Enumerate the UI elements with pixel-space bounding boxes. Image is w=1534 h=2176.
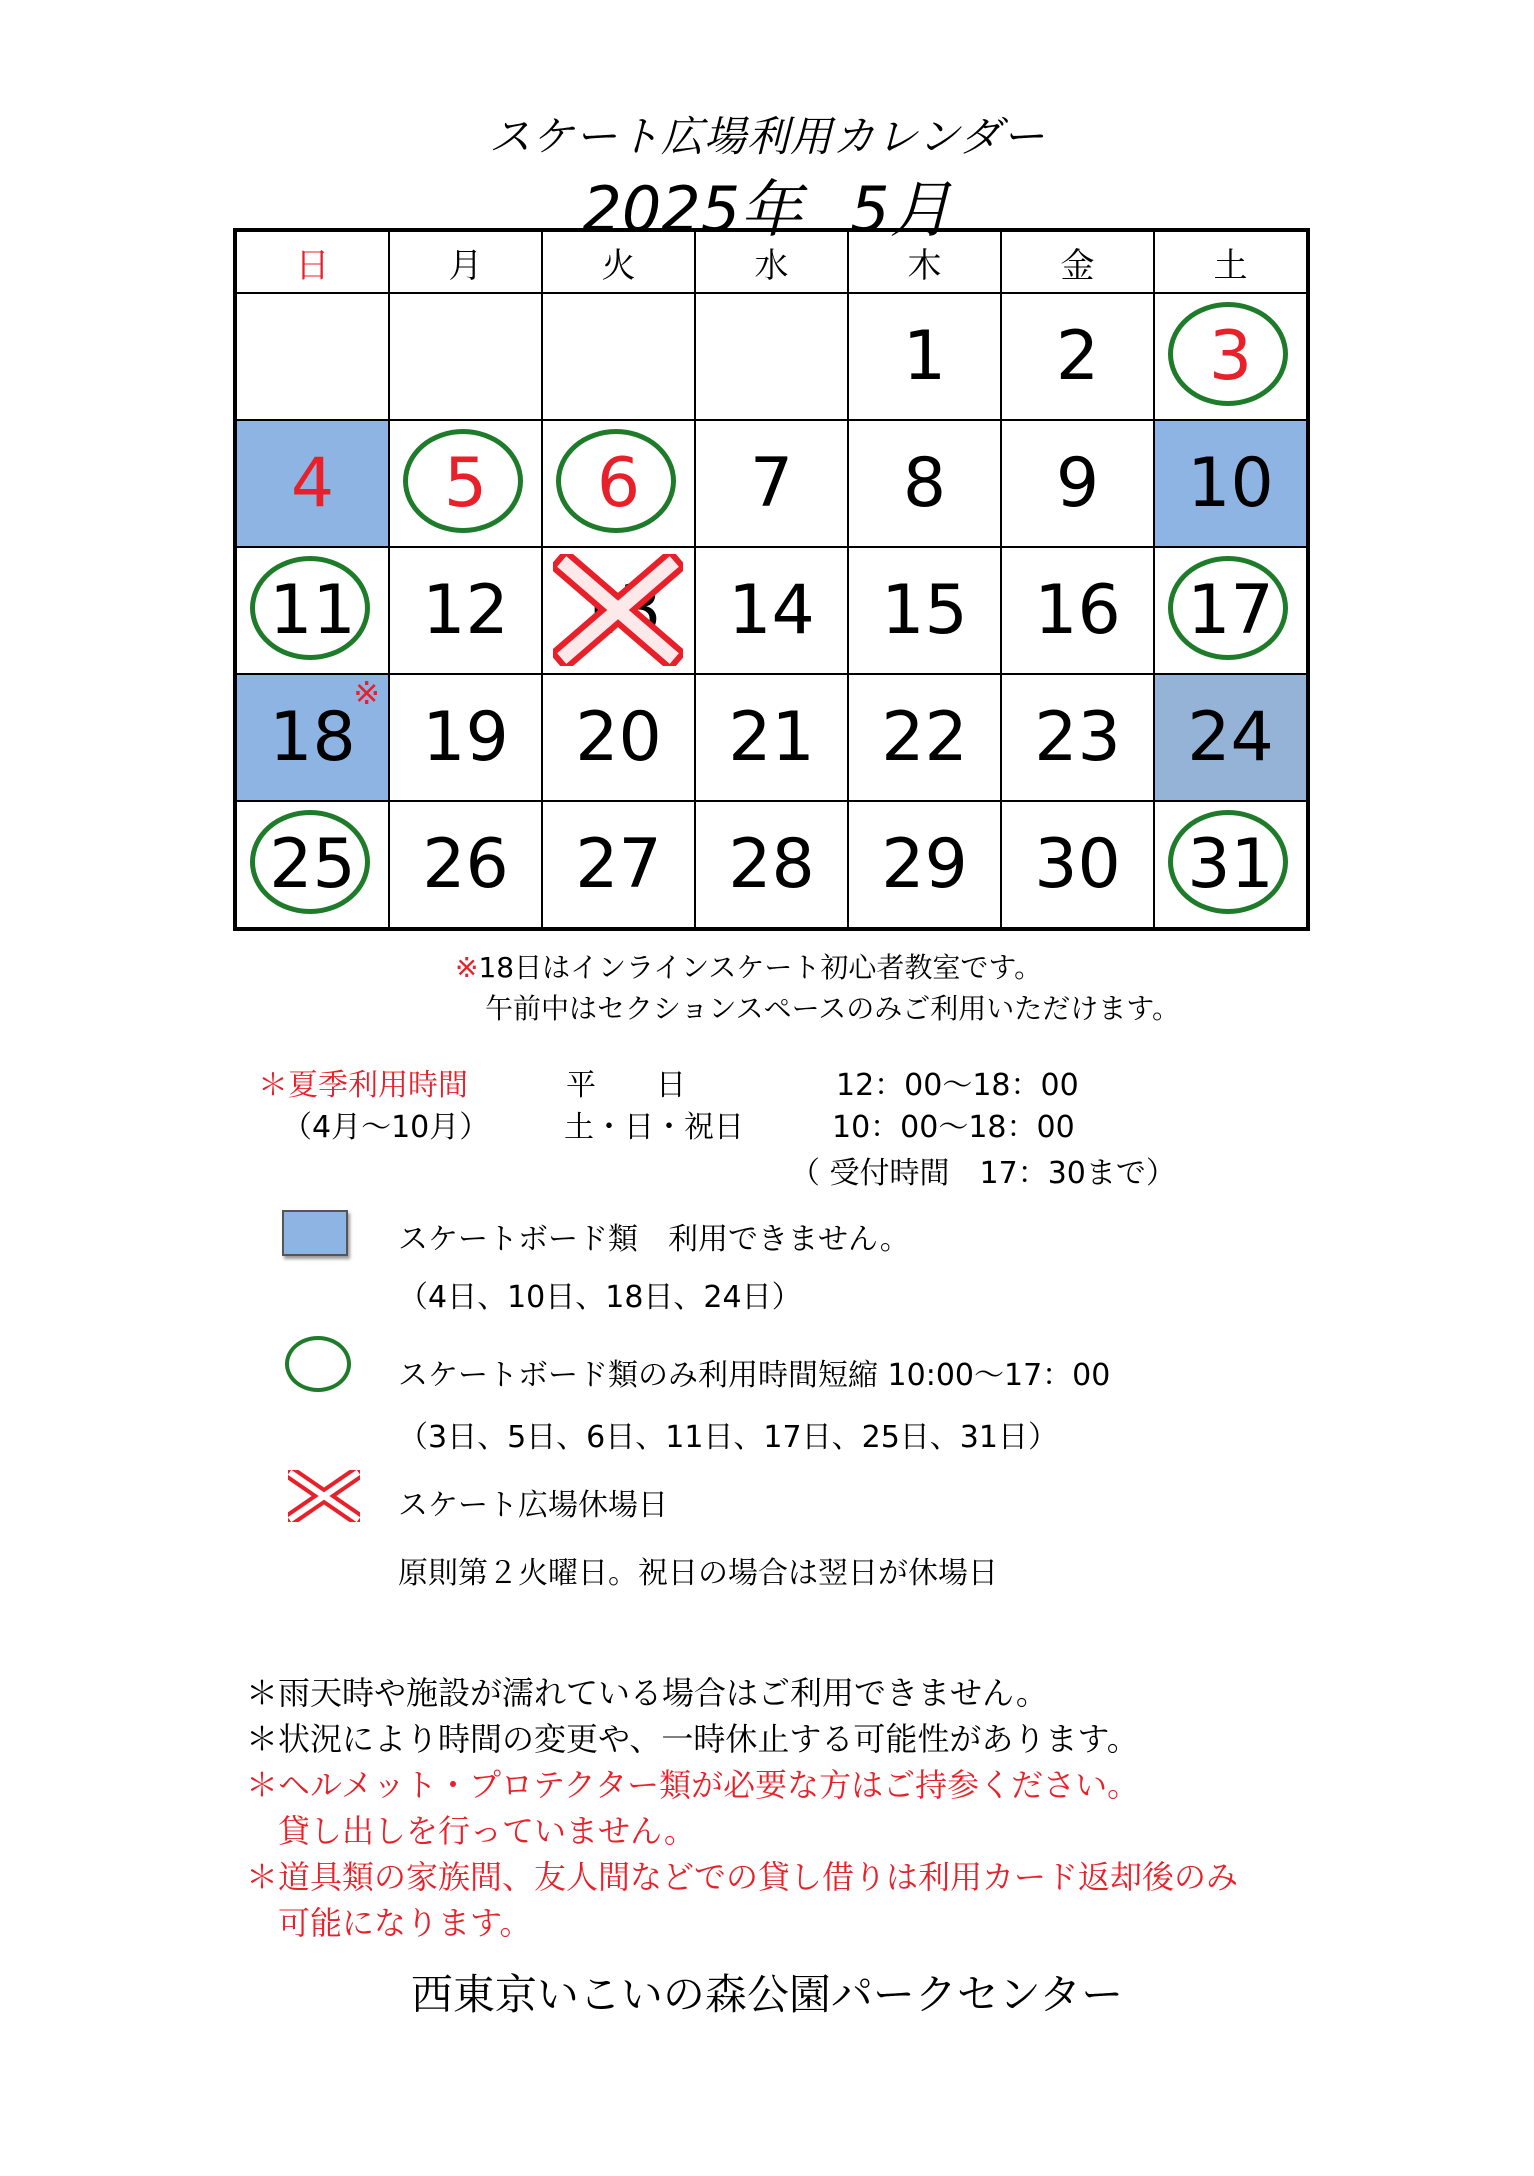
legend-x-detail: 原則第２火曜日。祝日の場合は翌日が休場日 <box>398 1556 998 1591</box>
calendar-title: スケート広場利用カレンダー <box>488 112 1046 161</box>
calendar-day-cell <box>1154 801 1308 929</box>
calendar-day-cell <box>695 674 848 801</box>
legend-blue-dates: （4日、10日、18日、24日） <box>398 1280 802 1315</box>
day-number: 19 <box>422 698 509 777</box>
calendar-note-line1: ※18日はインラインスケート初心者教室です。 <box>455 951 1043 984</box>
calendar-day-cell <box>848 674 1001 801</box>
note-helmet: ＊ヘルメット・プロテクター類が必要な方はご持参ください。 <box>246 1766 1140 1804</box>
calendar-week-row <box>235 420 1308 547</box>
day-number: 20 <box>575 698 662 777</box>
weekday-header: 木 <box>848 230 1001 293</box>
weekday-header: 日 <box>235 230 389 293</box>
day-number: 27 <box>575 825 662 904</box>
day-number: 18 <box>269 698 356 777</box>
calendar-day-cell <box>1154 674 1308 801</box>
calendar-day-cell <box>1001 547 1154 674</box>
hours-heading: ＊夏季利用時間 <box>258 1068 468 1103</box>
day-number: 4 <box>290 444 335 523</box>
calendar-day-cell <box>389 547 542 674</box>
calendar-grid <box>233 228 1310 931</box>
holiday-label: 土・日・祝日 <box>564 1110 744 1145</box>
calendar-day-cell <box>542 420 695 547</box>
day-number: 6 <box>596 444 641 523</box>
calendar-week-row <box>235 801 1308 929</box>
calendar-day-cell <box>1154 420 1308 547</box>
calendar-day-cell <box>235 674 389 801</box>
day-number: 31 <box>1187 825 1274 904</box>
legend-x-icon <box>288 1470 360 1526</box>
calendar-day-cell <box>235 420 389 547</box>
calendar-day-cell <box>848 420 1001 547</box>
calendar-week-row <box>235 547 1308 674</box>
legend-x-text: スケート広場休場日 <box>398 1488 668 1523</box>
day-number: 28 <box>728 825 815 904</box>
note-schedule-change: ＊状況により時間の変更や、一時休止する可能性があります。 <box>246 1720 1139 1758</box>
calendar-note-line2: 午前中はセクションスペースのみご利用いただけます。 <box>485 992 1180 1025</box>
day-number: 5 <box>443 444 488 523</box>
legend-circle-icon <box>285 1336 351 1392</box>
day-number: 16 <box>1034 571 1121 650</box>
calendar-day-cell <box>695 801 848 929</box>
day-number: 26 <box>422 825 509 904</box>
legend-blue-swatch <box>282 1210 348 1256</box>
day-number: 8 <box>902 444 947 523</box>
weekday-header: 火 <box>542 230 695 293</box>
weekday-header: 水 <box>695 230 848 293</box>
month-label: 5月 <box>850 173 952 246</box>
note-helmet-detail: 貸し出しを行っていません。 <box>278 1812 696 1850</box>
note-rain: ＊雨天時や施設が濡れている場合はご利用できません。 <box>246 1674 1048 1712</box>
calendar-week-row <box>235 293 1308 420</box>
calendar-day-cell <box>389 801 542 929</box>
day-number: 9 <box>1055 444 1100 523</box>
calendar-day-cell <box>235 801 389 929</box>
weekday-header-row <box>235 230 1308 293</box>
day-number: 25 <box>269 825 356 904</box>
calendar-day-cell <box>848 293 1001 420</box>
calendar-day-cell <box>1001 420 1154 547</box>
day-number: 23 <box>1034 698 1121 777</box>
calendar-week-row <box>235 674 1308 801</box>
calendar-day-cell <box>542 674 695 801</box>
calendar-day-cell <box>235 293 389 420</box>
calendar-day-cell <box>389 420 542 547</box>
calendar-day-cell <box>542 547 695 674</box>
calendar-day-cell <box>695 293 848 420</box>
weekday-time: 12：00～18：00 <box>836 1068 1079 1103</box>
weekday-header: 金 <box>1001 230 1154 293</box>
calendar-day-cell <box>848 547 1001 674</box>
calendar-day-cell <box>235 547 389 674</box>
closed-day-x-icon <box>553 554 683 666</box>
calendar-day-cell <box>1154 547 1308 674</box>
legend-circle-text: スケートボード類のみ利用時間短縮 10:00～17：00 <box>398 1358 1111 1393</box>
weekday-header: 月 <box>389 230 542 293</box>
holiday-time: 10：00～18：00 <box>832 1110 1075 1145</box>
calendar-day-cell <box>695 420 848 547</box>
calendar-day-cell <box>1001 293 1154 420</box>
hours-period: （4月～10月） <box>282 1110 490 1145</box>
day-number: 30 <box>1034 825 1121 904</box>
note-lending: ＊道具類の家族間、友人間などでの貸し借りは利用カード返却後のみ <box>246 1858 1239 1896</box>
reception-time: （ 受付時間 17：30まで） <box>790 1156 1176 1191</box>
year-label: 2025年 <box>582 173 803 246</box>
calendar-day-cell <box>1001 674 1154 801</box>
calendar-day-cell <box>1154 293 1308 420</box>
calendar-day-cell <box>389 674 542 801</box>
notes-section <box>246 1670 1238 1946</box>
day-number: 14 <box>728 571 815 650</box>
note-mark: ※ <box>455 951 479 984</box>
day-number: 7 <box>749 444 794 523</box>
day-number: 29 <box>881 825 968 904</box>
day-number: 2 <box>1055 317 1100 396</box>
day-number: 21 <box>728 698 815 777</box>
note-lending-detail: 可能になります。 <box>278 1904 532 1942</box>
calendar-day-cell <box>1001 801 1154 929</box>
calendar-day-cell <box>389 293 542 420</box>
day-number: 24 <box>1187 698 1274 777</box>
calendar-day-cell <box>848 801 1001 929</box>
calendar-day-cell <box>542 801 695 929</box>
legend-circle-dates: （3日、5日、6日、11日、17日、25日、31日） <box>398 1420 1058 1455</box>
day-number: 1 <box>902 317 947 396</box>
weekday-label: 平 日 <box>566 1068 686 1103</box>
calendar-day-cell <box>695 547 848 674</box>
day-number: 12 <box>422 571 509 650</box>
calendar-body <box>235 293 1308 929</box>
day-number: 3 <box>1208 317 1253 396</box>
day-number: 10 <box>1187 444 1274 523</box>
legend-blue-text: スケートボード類 利用できません。 <box>398 1222 910 1257</box>
footer-organization: 西東京いこいの森公園パークセンター <box>410 1970 1124 2019</box>
weekday-header: 土 <box>1154 230 1308 293</box>
day-number: 11 <box>269 571 356 650</box>
day-number: 13 <box>575 571 662 650</box>
day-number: 17 <box>1187 571 1274 650</box>
day-number: 22 <box>881 698 968 777</box>
calendar-day-cell <box>542 293 695 420</box>
day-number: 15 <box>881 571 968 650</box>
day-note-mark: ※ <box>353 674 380 712</box>
